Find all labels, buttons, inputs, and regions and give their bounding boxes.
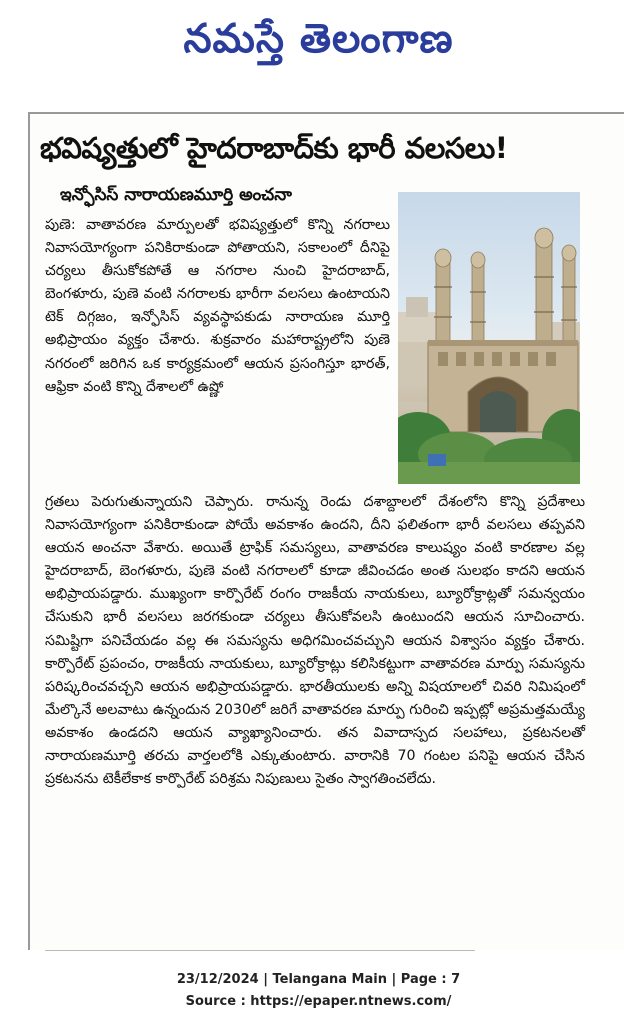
footer-source: Source : https://epaper.ntnews.com/ (185, 994, 452, 1009)
clipping-bottom-rule (45, 950, 475, 951)
footer-date-edition-page: 23/12/2024 | Telangana Main | Page : 7 (176, 972, 461, 987)
article-body-column-top: పుణె: వాతావరణ మార్పులతో భవిష్యత్తులో కొన్ని నగరాలు నివాసయోగ్యంగా పనికిరాకుండా పోతాయని, సకాలంలో దీనిపై చర్యలు తీసుకోకపోతే ఆ నగరాల నుంచి హైదరాబాద్, బెంగళూరు, పుణె వంటి నగరాలకు భారీగా వలసలు ఉంటాయని టెక్ దిగ్గజం, ఇన్ఫోసిస్ వ్యవస్థాపకుడు నారాయణ మూర్తి అభిప్రాయం వ్యక్తం చేశారు. శుక్రవారం మహారాష్ట్రలోని పుణె నగరంలో జరిగిన ఒక కార్యక్రమంలో ఆయన ప్రసంగిస్తూ భారత్, ఆఫ్రికా వంటి కొన్ని దేశాలలో ఉష్ణో (45, 217, 390, 395)
article-subheadline: ఇన్ఫోసిస్ నారాయణమూర్తి అంచనా (60, 185, 292, 205)
article-body-full-width: గ్రతలు పెరుగుతున్నాయని చెప్పారు. రానున్న రెండు దశాబ్దాలలో దేశంలోని కొన్ని ప్రదేశాలు నివాసయోగ్యంగా పనికిరాకుండా పోయే అవకాశం ఉందని, దీని ఫలితంగా భారీ వలసలు తప్పవని ఆయన అంచనా వేశారు. అయితే ట్రాఫిక్ సమస్యలు, వాతావరణ కాలుష్యం వంటి కారణాల వల్ల హైదరాబాద్, బెంగళూరు, పుణె వంటి నగరాలలో కూడా జీవించడం అంత సులభం కాదని ఆయన అభిప్రాయపడ్డారు. ముఖ్యంగా కార్పొరేట్ రంగం రాజకీయ నాయకులు, బ్యూరోక్రాట్లతో సమన్వయం చేసుకుని భారీ వలసలు జరగకుండా చర్యలు తీసుకోవలసి ఉంటుందని ఆయన సూచించారు. సమిష్టిగా పనిచేయడం వల్ల ఈ సమస్యను అధిగమించవచ్చుని ఆయన విశ్వాసం వ్యక్తం చేశారు. కార్పొరేట్ ప్రపంచం, రాజకీయ నాయకులు, బ్యూరోక్రాట్లు కలిసికట్టుగా వాతావరణ మార్పు సమస్యను పరిష్కరించవచ్చని ఆయన అభిప్రాయపడ్డారు. భారతీయులకు అన్ని విషయాలలో చివరి నిమిషంలో మేల్కొనే అలవాటు ఉన్నందున 2030లో జరిగే వాతావరణ మార్పు గురించి ఇప్పట్లో అప్రమత్తమయ్యే అవకాశం ఉండదని ఆయన వ్యాఖ్యానించారు. తన వివాదాస్పద సలహాలు, ప్రకటనలతో నారాయణమూర్తి తరచు వార్తలలోకి ఎక్కుతుంటారు. వారానికి 70 గంటల పనిపై ఆయన చేసిన ప్రకటనను టెకీలేకాక కార్పొరేట్ పరిశ్రమ నిపుణులు సైతం స్వాగతించలేదు. (45, 494, 585, 788)
masthead-logo: నమస్తే తెలంగాణ (183, 15, 454, 62)
article-headline: భవిష్యత్తులో హైదరాబాద్‌కు భారీ వలసలు! (40, 131, 508, 165)
charminar-photo (398, 192, 580, 484)
